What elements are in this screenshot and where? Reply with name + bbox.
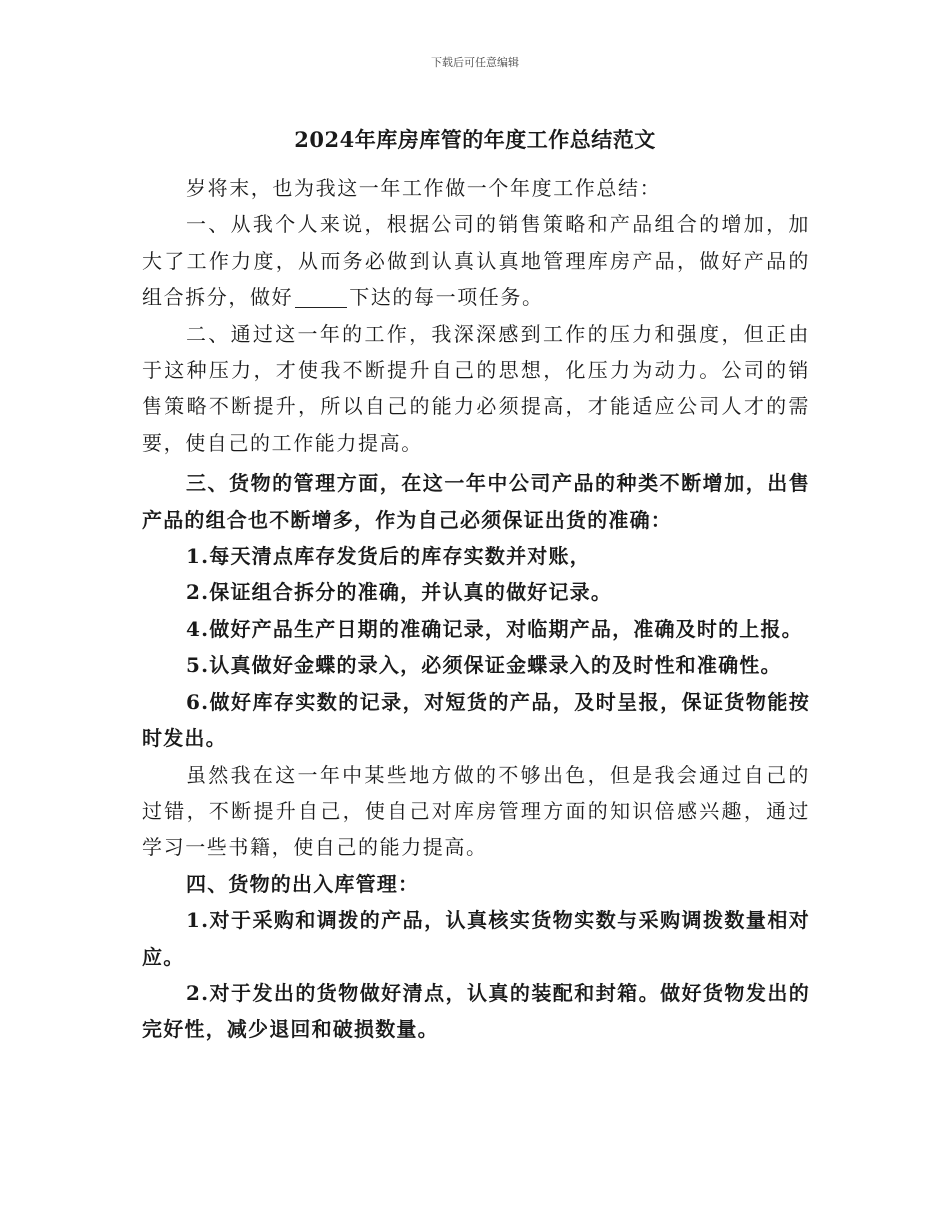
- paragraph-intro: 岁将末，也为我这一年工作做一个年度工作总结：: [186, 176, 662, 200]
- list-item-1: 1.每天清点库存发货后的库存实数并对账，: [186, 544, 591, 569]
- paragraph-reflection: 虽然我在这一年中某些地方做的不够出色，但是我会通过自己的过错，不断提升自己，使自己对库房管理方面的知识倍感兴趣，通过学习一些书籍，使自己的能力提高。: [142, 762, 810, 860]
- document-body: [142, 170, 810, 1048]
- list-item-6: 6.做好库存实数的记录，对短货的产品，及时呈报，保证货物能按时发出。: [142, 689, 810, 751]
- paragraph-section-1: [142, 206, 810, 315]
- paragraph-section-1-text-b: 下达的每一项任务。: [349, 285, 544, 310]
- header-note: 下载后可任意编辑: [431, 56, 519, 69]
- list-item-outbound: 2.对于发出的货物做好清点，认真的装配和封箱。做好货物发出的完好性，减少退回和破损数量。: [142, 980, 810, 1042]
- paragraph-section-2: 二、通过这一年的工作，我深深感到工作的压力和强度，但正由于这种压力，才使我不断提升自己的思想，化压力为动力。公司的销售策略不断提升，所以自己的能力必须提高，才能适应公司人才的需要，使自己的工作能力提高。: [142, 321, 810, 455]
- document-title: 2024年库房库管的年度工作总结范文: [294, 127, 656, 152]
- paragraph-section-4: 四、货物的出入库管理：: [186, 871, 420, 896]
- list-item-4: 4.做好产品生产日期的准确记录，对临期产品，准确及时的上报。: [186, 616, 803, 641]
- paragraph-section-3: 三、货物的管理方面，在这一年中公司产品的种类不断增加，出售产品的组合也不断增多，作为自己必须保证出货的准确：: [142, 471, 810, 532]
- blank-underline: [295, 287, 347, 308]
- list-item-2: 2.保证组合拆分的准确，并认真的做好记录。: [186, 580, 613, 605]
- paragraph-section-1-text-a: 一、从我个人来说，根据公司的销售策略和产品组合的增加，加大了工作力度，从而务必做到认真认真地管理库房产品，做好产品的组合拆分，做好: [142, 212, 810, 310]
- list-item-inbound: 1.对于采购和调拨的产品，认真核实货物实数与采购调拨数量相对应。: [142, 908, 810, 969]
- list-item-5: 5.认真做好金蝶的录入，必须保证金蝶录入的及时性和准确性。: [186, 653, 782, 678]
